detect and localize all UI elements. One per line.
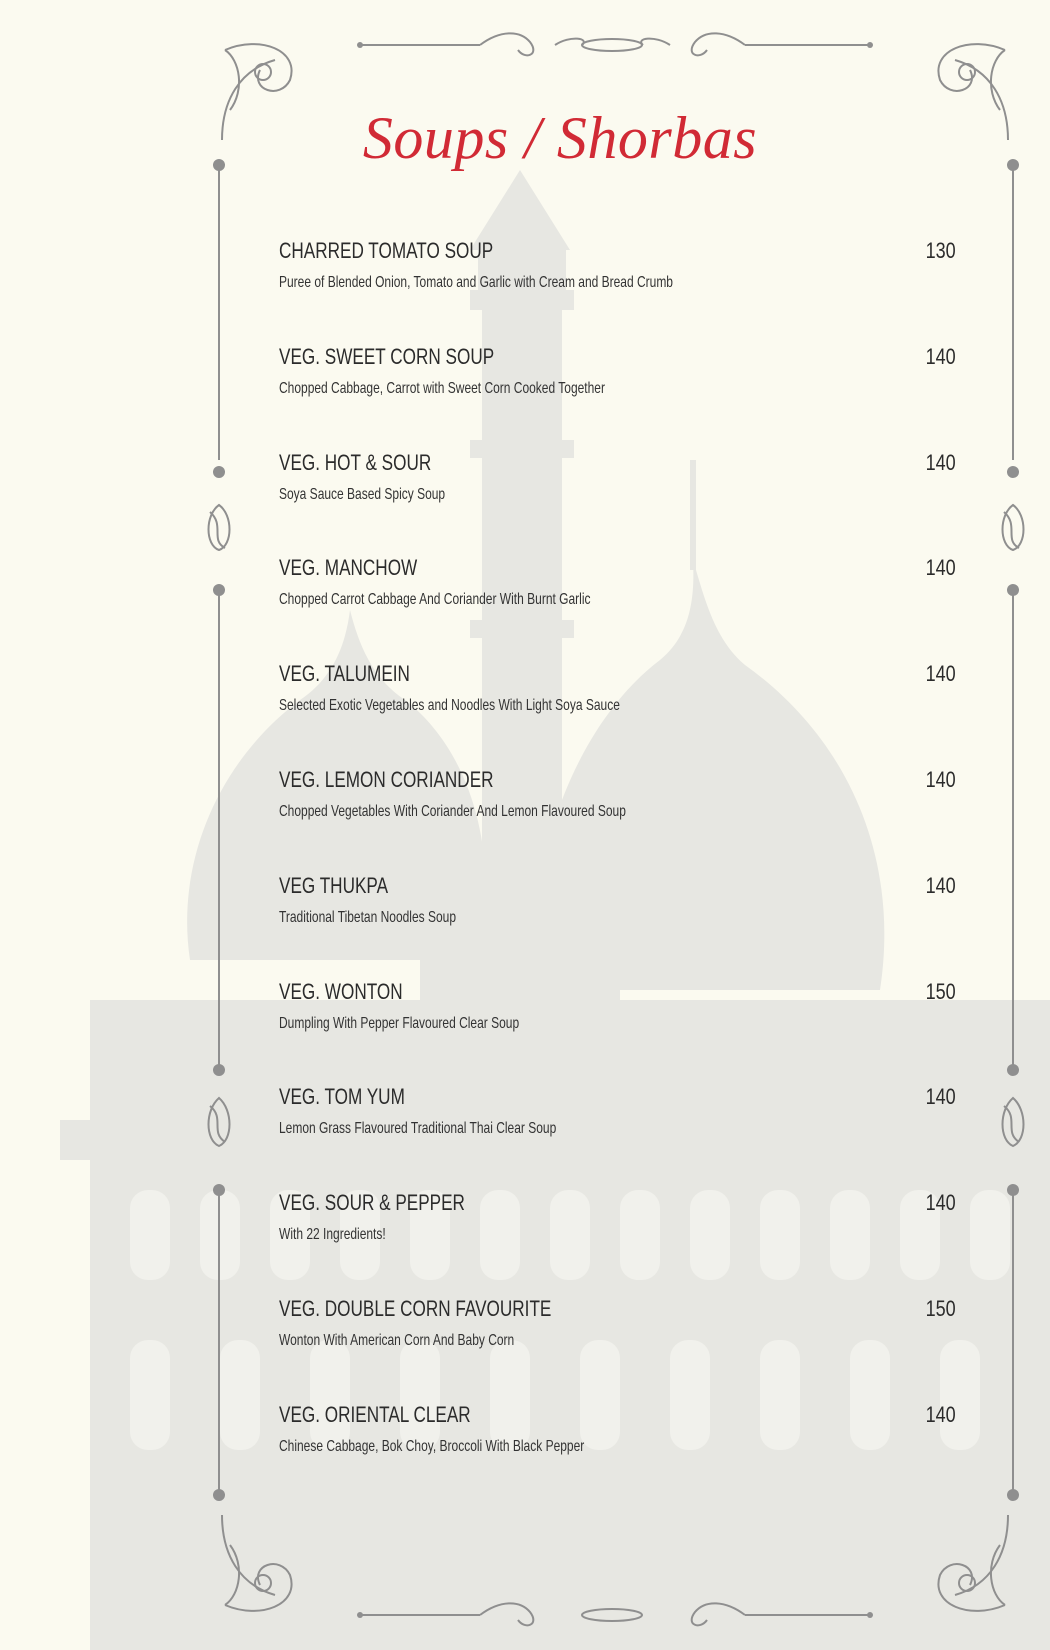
item-name: VEG THUKPA	[279, 872, 389, 898]
item-price: 150	[925, 978, 956, 1004]
item-description: Dumpling With Pepper Flavoured Clear Soup	[279, 1014, 520, 1032]
menu-item	[279, 979, 956, 1085]
item-description: Soya Sauce Based Spicy Soup	[279, 485, 446, 503]
item-name: VEG. ORIENTAL CLEAR	[279, 1401, 471, 1427]
item-description: With 22 Ingredients!	[279, 1226, 386, 1244]
item-price: 140	[925, 1401, 956, 1427]
item-description: Chinese Cabbage, Bok Choy, Broccoli With Black Pepper	[279, 1437, 585, 1455]
menu-list	[279, 238, 956, 1508]
item-name: VEG. DOUBLE CORN FAVOURITE	[279, 1295, 552, 1321]
item-name: VEG. TALUMEIN	[279, 661, 410, 687]
item-price: 140	[925, 555, 956, 581]
menu-item	[279, 1402, 956, 1508]
menu-item	[279, 238, 956, 344]
item-name: VEG. TOM YUM	[279, 1084, 405, 1110]
item-name: VEG. WONTON	[279, 978, 403, 1004]
item-name: VEG. SOUR & PEPPER	[279, 1190, 465, 1216]
menu-item	[279, 873, 956, 979]
item-description: Wonton With American Corn And Baby Corn	[279, 1331, 515, 1349]
item-description: Lemon Grass Flavoured Traditional Thai Clear Soup	[279, 1120, 557, 1138]
item-price: 130	[925, 238, 956, 263]
item-description: Chopped Vegetables With Coriander And Lemon Flavoured Soup	[279, 802, 626, 820]
item-price: 150	[925, 1295, 956, 1321]
page-title: Soups / Shorbas	[362, 105, 758, 171]
item-price: 140	[925, 449, 956, 475]
menu-item	[279, 555, 956, 661]
item-price: 140	[925, 1084, 956, 1110]
item-description: Chopped Cabbage, Carrot with Sweet Corn Cooked Together	[279, 379, 605, 397]
item-name: VEG. MANCHOW	[279, 555, 418, 581]
menu-item	[279, 661, 956, 767]
item-description: Chopped Carrot Cabbage And Coriander With Burnt Garlic	[279, 591, 591, 609]
item-price: 140	[925, 766, 956, 792]
menu-item	[279, 450, 956, 556]
item-name: VEG. LEMON CORIANDER	[279, 766, 494, 792]
item-price: 140	[925, 661, 956, 687]
item-price: 140	[925, 1190, 956, 1216]
item-description: Traditional Tibetan Noodles Soup	[279, 908, 456, 926]
item-price: 140	[925, 872, 956, 898]
menu-item	[279, 1084, 956, 1190]
item-name: VEG. SWEET CORN SOUP	[279, 343, 495, 369]
menu-item	[279, 344, 956, 450]
menu-item	[279, 1296, 956, 1402]
item-name: VEG. HOT & SOUR	[279, 449, 432, 475]
item-price: 140	[925, 343, 956, 369]
item-description: Selected Exotic Vegetables and Noodles With Light Soya Sauce	[279, 697, 620, 715]
menu-item	[279, 1190, 956, 1296]
item-description: Puree of Blended Onion, Tomato and Garlic with Cream and Bread Crumb	[279, 274, 673, 291]
item-name: CHARRED TOMATO SOUP	[279, 238, 494, 263]
menu-item	[279, 767, 956, 873]
